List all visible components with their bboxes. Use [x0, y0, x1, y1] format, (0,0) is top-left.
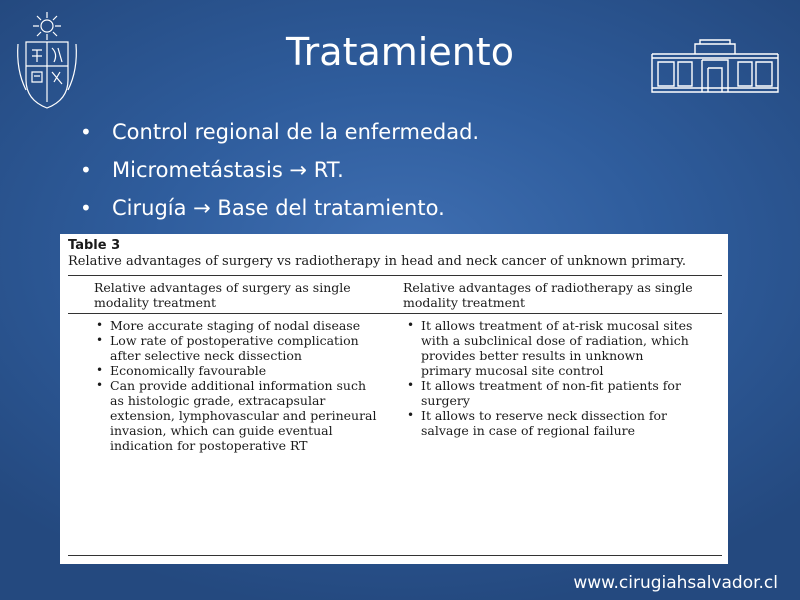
bullet-item — [80, 114, 479, 152]
radiotherapy-header: Relative advantages of radiotherapy as single modality treatment — [403, 280, 693, 310]
surgery-item — [94, 318, 381, 333]
bullet-item — [80, 190, 479, 228]
bullet-text: Cirugía → Base del tratamiento. — [112, 196, 445, 220]
radiotherapy-column — [395, 318, 722, 453]
table-caption: Relative advantages of surgery vs radiotherapy in head and neck cancer of unknown primary. — [68, 254, 687, 269]
table-header-row — [68, 276, 722, 313]
slide-title: Tratamiento — [286, 30, 514, 74]
comparison-table-image — [60, 234, 728, 564]
table-bottom-rule — [68, 555, 722, 556]
bullet-list — [80, 114, 479, 228]
surgery-item-text: Economically favourable — [110, 363, 267, 378]
radiotherapy-item — [405, 378, 696, 408]
bullet-dot-icon: • — [407, 378, 415, 392]
surgery-item — [94, 333, 381, 363]
table-body — [68, 314, 722, 453]
bullet-dot-icon: • — [96, 333, 104, 347]
surgery-header: Relative advantages of surgery as single modality treatment — [94, 280, 351, 310]
bullet-dot-icon: • — [407, 318, 415, 332]
radiotherapy-item-text: It allows treatment of non-fit patients for surgery — [421, 378, 681, 408]
bullet-item — [80, 152, 479, 190]
surgery-item-text: Can provide additional information such as histologic grade, extracapsular extension, lymphovascular and perineural invasion, which can guide eventual indication for postoperative RT — [110, 378, 377, 453]
radiotherapy-item-text: It allows treatment of at-risk mucosal sites with a subclinical dose of radiation, which provides better results in unknown primary mucosal site control — [421, 318, 693, 378]
website-footer: www.cirugiahsalvador.cl — [573, 573, 778, 593]
table-label: Table 3 — [68, 238, 121, 253]
bullet-dot-icon: • — [407, 408, 415, 422]
bullet-dot-icon: • — [80, 158, 92, 182]
bullet-dot-icon: • — [96, 378, 104, 392]
radiotherapy-item — [405, 318, 696, 378]
radiotherapy-item — [405, 408, 696, 438]
surgery-item-text: More accurate staging of nodal disease — [110, 318, 361, 333]
bullet-dot-icon: • — [96, 318, 104, 332]
surgery-column — [68, 318, 395, 453]
bullet-text: Micrometástasis → RT. — [112, 158, 344, 182]
radiotherapy-item-text: It allows to reserve neck dissection for salvage in case of regional failure — [421, 408, 668, 438]
bullet-text: Control regional de la enfermedad. — [112, 120, 480, 144]
bullet-dot-icon: • — [80, 120, 92, 144]
bullet-dot-icon: • — [80, 196, 92, 220]
surgery-item — [94, 363, 381, 378]
surgery-item — [94, 378, 381, 453]
bullet-dot-icon: • — [96, 363, 104, 377]
surgery-item-text: Low rate of postoperative complication after selective neck dissection — [110, 333, 359, 363]
